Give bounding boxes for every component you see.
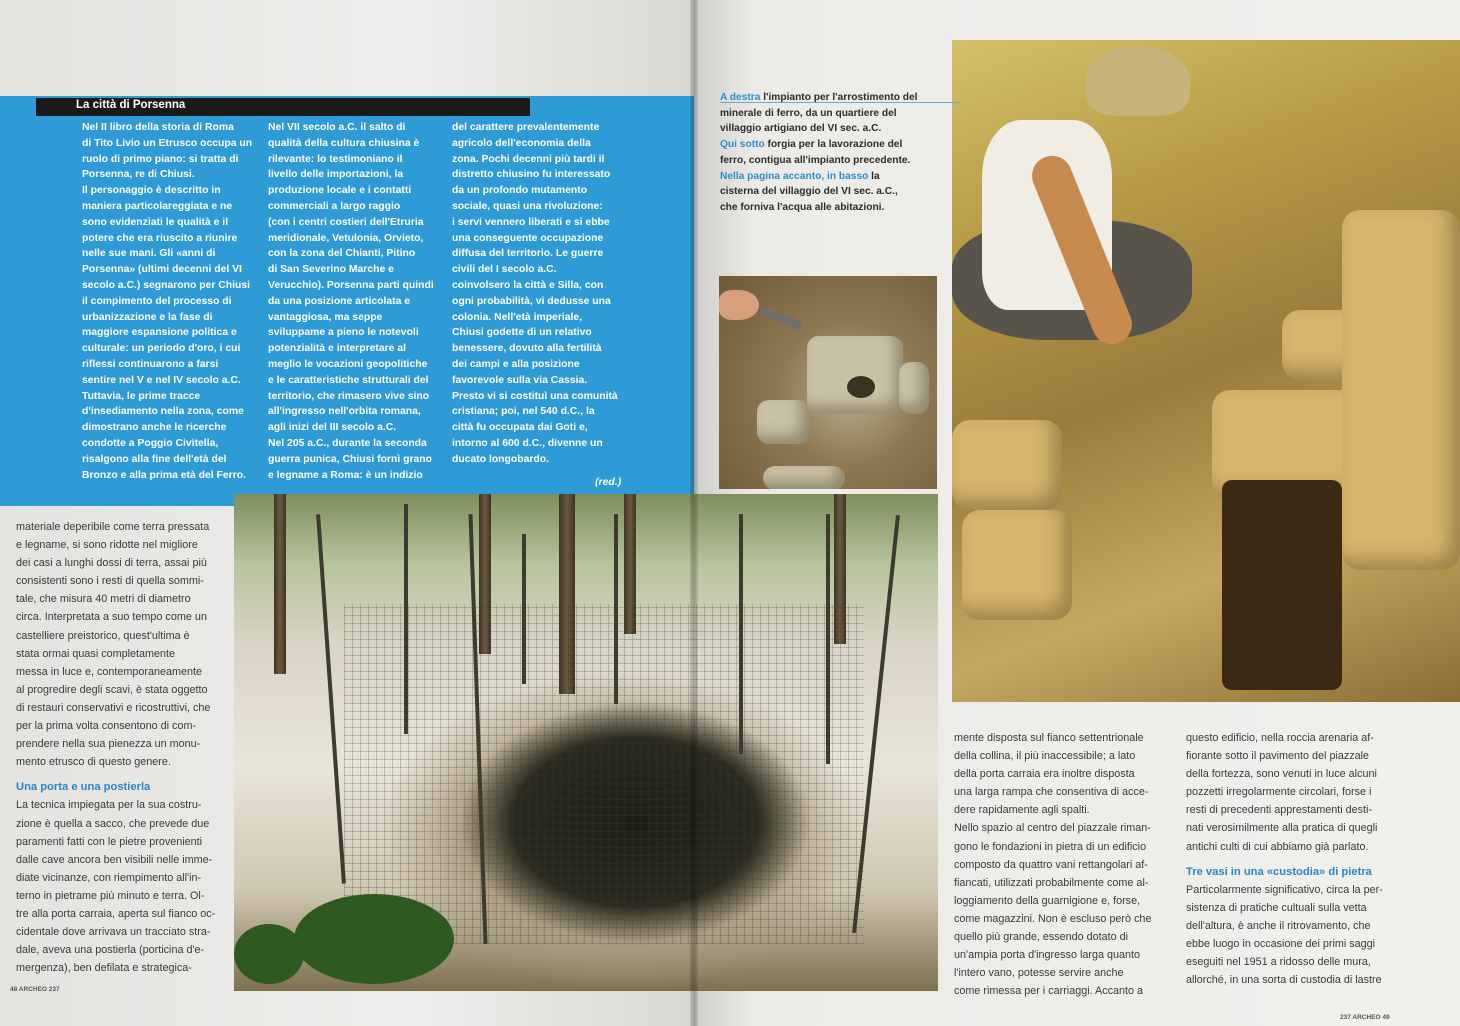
- text-line: Porsenna, re di Chiusi.: [82, 169, 195, 181]
- text-line: riflessi continuarono a farsi: [82, 358, 219, 370]
- text-line: Nello spazio al centro del piazzale riman-: [954, 822, 1151, 835]
- text-line: da una posizione articolata e: [268, 295, 411, 307]
- text-line: e le caratteristiche strutturali del: [268, 374, 429, 386]
- text-line: tre alla porta carraia, aperta sul fianco oc-: [16, 907, 216, 920]
- right-body-col1: [954, 729, 1168, 1000]
- text-line: una conseguente occupazione: [452, 232, 604, 244]
- text-line: fiorante sotto il pavimento del piazzale: [1186, 750, 1370, 763]
- text-line: commerciali a largo raggio: [268, 200, 401, 212]
- text-line: stata ormai quasi completamente: [16, 647, 176, 660]
- text-line: ruolo di primo piano: si tratta di: [82, 153, 239, 165]
- cistern-photo: [234, 494, 938, 991]
- text-line: circa. Interpretata a suo tempo come un: [16, 611, 207, 624]
- text-line: della fortezza, sono venuti in luce alcuni: [1186, 768, 1377, 781]
- text-line: l'intero vano, potesse servire anche: [954, 967, 1124, 980]
- text-line: mento etrusco di questo genere.: [16, 756, 171, 769]
- text-line: produzione locale e i contatti: [268, 185, 412, 197]
- text-line: condotte a Poggio Civitella,: [82, 437, 219, 449]
- text-line: e legname a Roma: è un indizio: [268, 469, 423, 481]
- folio-left: 48 ARCHEO 237: [10, 986, 60, 993]
- text-line: dere rapidamente agli spalti.: [954, 804, 1090, 817]
- text-line: territorio, che rimasero vive sino: [268, 390, 430, 402]
- text-line: di restauri conservativi e ricostruttivi, che: [16, 701, 211, 714]
- text-line: dei casi a lunghi dossi di terra, assai più: [16, 557, 207, 570]
- text-line: vantaggiosa, ma seppe: [268, 311, 383, 323]
- text-line: messa in luce e, contemporaneamente: [16, 665, 203, 678]
- text-line: La tecnica impiegata per la sua costru-: [16, 799, 202, 812]
- box-column-2: [268, 120, 438, 483]
- text-line: sistenza di pratiche cultuali sulla vetta: [1186, 901, 1367, 914]
- text-line: diate vicinanze, con riempimento all'in-: [16, 871, 202, 884]
- text-line: ebbe luogo in occasione dei primi saggi: [1186, 938, 1376, 951]
- text-line: con la zona del Chianti, Pitino: [268, 248, 416, 260]
- text-line: antichi culti di cui abbiamo già parlato.: [1186, 840, 1369, 853]
- text-line: il compimento del processo di: [82, 295, 232, 307]
- text-line: sono evidenziati le qualità e il: [82, 216, 229, 228]
- text-line: di Tito Livio un Etrusco occupa un: [82, 137, 253, 149]
- text-line: prendere nella sua pienezza un monu-: [16, 738, 201, 751]
- text-line: cristiana; poi, nel 540 d.C., la: [452, 406, 595, 418]
- text-line: come rimessa per i carriaggi. Accanto a: [954, 985, 1144, 998]
- text-line: maniera particolareggiata e ne: [82, 200, 233, 212]
- text-line: quello più grande, essendo dotato di: [954, 931, 1129, 944]
- text-line: meglio le vocazioni geopolitiche: [268, 358, 428, 370]
- text-line: eseguiti nel 1951 a ridosso delle mura,: [1186, 956, 1371, 969]
- text-line: livello delle importazioni, la: [268, 169, 404, 181]
- text-line: un'ampia porta d'ingresso larga quanto: [954, 949, 1140, 962]
- text-line: meridionale, Vetulonia, Orvieto,: [268, 232, 424, 244]
- text-line: civili del I secolo a.C.: [452, 264, 557, 276]
- text-line: qualità della cultura chiusina è: [268, 137, 420, 149]
- text-line: della collina, il più inaccessibile; a lato: [954, 750, 1136, 763]
- text-line: diffusa del territorio. Le guerre: [452, 248, 604, 260]
- box-column-3: [452, 120, 626, 468]
- text-line: zona. Pochi decenni più tardi il: [452, 153, 605, 165]
- photo-caption: A destra l'impianto per l'arrostimento del minerale di ferro, da un quartiere del villaggio artigiano del VI sec. a.C. Qui sotto forgia per la lavorazione del ferro, contigua all'impianto precedente. Nella pagina accanto, in basso la cisterna del villaggio del VI sec. a.C., che forniva l'acqua alle abitazioni.: [720, 92, 918, 213]
- text-line: rilevante: lo testimoniano il: [268, 153, 403, 165]
- text-line: potenzialità e interpretare al: [268, 343, 407, 355]
- text-line: zione è quella a sacco, che prevede due: [16, 817, 210, 830]
- text-line: potere che era riuscito a riunire: [82, 232, 238, 244]
- text-line: per la prima volta consentono di com-: [16, 720, 197, 733]
- text-line: resti di precedenti apprestamenti desti-: [1186, 804, 1373, 817]
- subhead-porta: Una porta e una postierla: [16, 781, 151, 794]
- left-body-text: [16, 518, 224, 977]
- text-line: guerra punica, Chiusi fornì grano: [268, 453, 432, 465]
- text-line: gono le fondazioni in pietra di un edificio: [954, 840, 1147, 853]
- text-line: dei campi e alla posizione: [452, 358, 580, 370]
- folio-right: 237 ARCHEO 49: [1340, 1014, 1390, 1021]
- excavation-photo: [952, 40, 1460, 702]
- text-line: Porsenna» (ultimi decenni del VI: [82, 264, 242, 276]
- text-line: una larga rampa che consentiva di acce-: [954, 786, 1149, 799]
- text-line: ducato longobardo.: [452, 453, 549, 465]
- text-line: dalle cave ancora ben visibili nelle imme-: [16, 853, 213, 866]
- text-line: favorevole sulla via Cassia.: [452, 374, 588, 386]
- text-line: Presto vi si costituì una comunità: [452, 390, 618, 402]
- text-line: benessere, dovuto alla fertilità: [452, 343, 602, 355]
- spine-shadow: [690, 0, 698, 1026]
- text-line: ogni probabilità, vi dedusse una: [452, 295, 611, 307]
- text-line: della porta carraia era inoltre disposta: [954, 768, 1135, 781]
- text-line: pozzetti irregolarmente circolari, forse i: [1186, 786, 1372, 799]
- text-line: paramenti fatti con le pietre provenienti: [16, 835, 203, 848]
- text-line: Verucchio). Porsenna parti quindi: [268, 279, 434, 291]
- text-line: d'insediamento nella zona, come: [82, 406, 244, 418]
- text-line: culturale: un periodo d'oro, i cui: [82, 343, 241, 355]
- text-line: maggiore espansione politica e: [82, 327, 237, 339]
- text-line: (con i centri costieri dell'Etruria: [268, 216, 424, 228]
- text-line: intorno al 600 d.C., divenne un: [452, 437, 603, 449]
- text-line: Nel II libro della storia di Roma: [82, 122, 234, 133]
- text-line: castelliere preistorico, quest'ultima è: [16, 629, 190, 642]
- text-line: dale, aveva una postierla (porticina d'e-: [16, 944, 205, 957]
- text-line: coinvolsero la città e Silla, con: [452, 279, 604, 291]
- text-line: mente disposta sul fianco settentrionale: [954, 732, 1144, 744]
- subhead-vasi: Tre vasi in una «custodia» di pietra: [1186, 865, 1372, 878]
- text-line: sentire nel V e nel IV secolo a.C.: [82, 374, 241, 386]
- text-line: composto da quattro vani rettangolari af-: [954, 858, 1148, 871]
- text-line: urbanizzazione e la fase di: [82, 311, 213, 323]
- text-line: del carattere prevalentemente: [452, 122, 600, 133]
- text-line: terno in pietrame più minuto e terra. Ol-: [16, 889, 205, 902]
- box-column-1: [82, 120, 262, 483]
- text-line: materiale deperibile come terra pressata: [16, 521, 210, 533]
- text-line: secolo a.C.) segnarono per Chiusi: [82, 279, 251, 291]
- text-line: sociale, quasi una rivoluzione:: [452, 200, 603, 212]
- text-line: allorché, in una sorta di custodia di lastre: [1186, 974, 1382, 987]
- forge-photo: [719, 276, 937, 489]
- text-line: Tuttavia, le prime tracce: [82, 390, 201, 402]
- text-line: agricolo dell'economia della: [452, 137, 591, 149]
- text-line: colonia. Nell'età imperiale,: [452, 311, 583, 323]
- text-line: distretto chiusino fu interessato: [452, 169, 611, 181]
- text-line: tale, che misura 40 metri di diametro: [16, 593, 191, 606]
- text-line: e legname, si sono ridotte nel migliore: [16, 539, 198, 552]
- text-line: Nel VII secolo a.C. il salto di: [268, 122, 406, 133]
- box-signature: (red.): [595, 476, 622, 488]
- text-line: loggiamento della guarnigione e, forse,: [954, 894, 1141, 907]
- text-line: come magazzini. Non è escluso però che: [954, 912, 1152, 925]
- text-line: Chiusi godette di un relativo: [452, 327, 592, 339]
- text-line: Nel 205 a.C., durante la seconda: [268, 437, 427, 449]
- text-line: agli inizi del III secolo a.C.: [268, 422, 397, 434]
- text-line: risalgono alla fine dell'età del: [82, 453, 227, 465]
- text-line: dell'altura, è anche il ritrovamento, che: [1186, 919, 1371, 932]
- text-line: fiancati, utilizzati probabilmente come al-: [954, 876, 1149, 889]
- text-line: al progredire degli scavi, è stata oggetto: [16, 683, 208, 696]
- text-line: città fu occupata dai Goti e,: [452, 422, 588, 434]
- text-line: nati verosimilmente alla pratica di quegli: [1186, 822, 1378, 835]
- text-line: i servi vennero liberati e si ebbe: [452, 216, 610, 228]
- text-line: nelle sue mani. Gli «anni di: [82, 248, 216, 260]
- text-line: all'ingresso nell'orbita romana,: [268, 406, 421, 418]
- text-line: cidentale dove arrivava un tracciato stra-: [16, 926, 211, 939]
- text-line: consistenti sono i resti di quella sommi-: [16, 575, 204, 588]
- text-line: Il personaggio è descritto in: [82, 185, 221, 197]
- text-line: sviluppame a pieno le notevoli: [268, 327, 419, 339]
- box-title: La città di Porsenna: [76, 99, 186, 111]
- text-line: da un profondo mutamento: [452, 185, 588, 197]
- text-line: dimostrano anche le ricerche: [82, 422, 227, 434]
- text-line: di San Severino Marche e: [268, 264, 394, 276]
- right-body-col2: [1186, 729, 1400, 989]
- text-line: Particolarmente significativo, circa la per-: [1186, 883, 1383, 896]
- text-line: Bronzo e alla prima età del Ferro.: [82, 469, 246, 481]
- text-line: questo edificio, nella roccia arenaria af-: [1186, 732, 1374, 744]
- text-line: mergenza), ben defilata e strategica-: [16, 962, 192, 975]
